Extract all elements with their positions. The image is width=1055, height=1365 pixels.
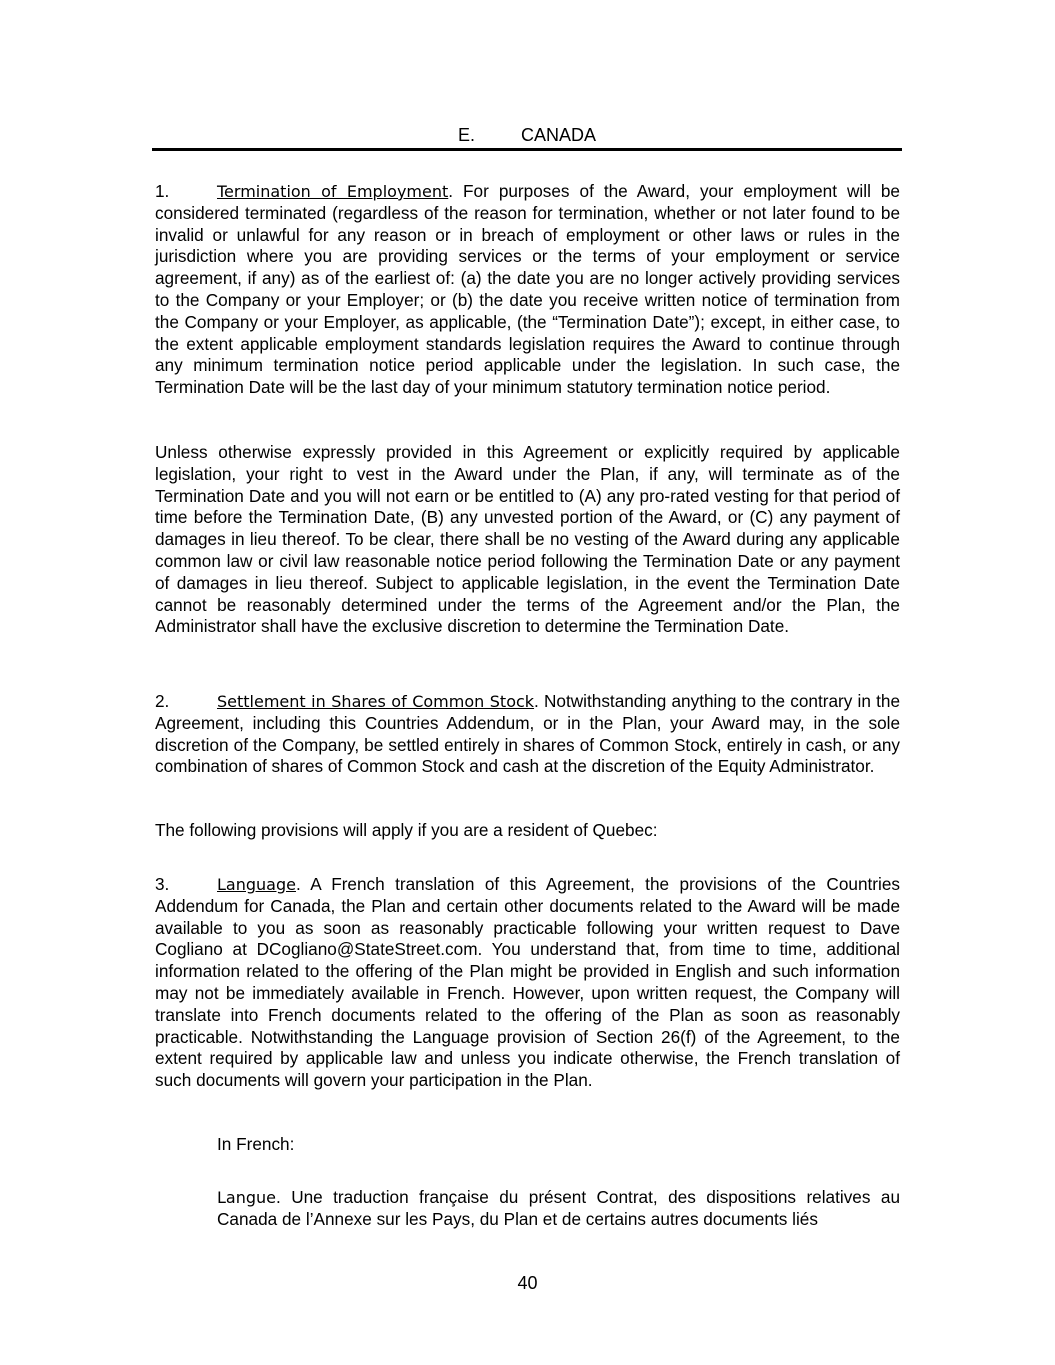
in-french-label: In French: bbox=[217, 1134, 295, 1154]
paragraph-number: 1. bbox=[155, 181, 170, 201]
paragraph-termination-of-employment bbox=[155, 181, 900, 399]
paragraph-text: . Notwithstanding anything to the contrary in the Agreement, including this Countries Addendum, or in the Plan, your Award may, in the sole discretion of the Company, be settled entirely in shares of Common Stock, entirely in cash, or any combination of shares of Common Stock and cash at the discretion of the Equity Administrator. bbox=[155, 691, 901, 777]
section-letter: E. bbox=[457, 125, 475, 145]
quebec-intro: The following provisions will apply if you are a resident of Quebec: bbox=[155, 820, 658, 840]
paragraph-language bbox=[155, 874, 900, 1092]
paragraph-heading: Langue bbox=[217, 1188, 276, 1207]
paragraph-vesting-termination: Unless otherwise expressly provided in this Agreement or explicitly required by applicable legislation, your right to vest in the Award under the Plan, if any, will terminate as of the Termination Date and you will not earn or be entitled to (A) any pro-rated vesting for that period of time before the Termination Date, (B) any unvested portion of the Award, or (C) any payment of damages in lieu thereof. To be clear, there shall be no vesting of the Award during any applicable common law or civil law reasonable notice period following the Termination Date or any payment of damages in lieu thereof. Subject to applicable legislation, in the event the Termination Date cannot be reasonably determined under the terms of the Agreement and/or the Plan, the Administrator shall have the exclusive discretion to determine the Termination Date. bbox=[155, 442, 900, 637]
paragraph-number: 2. bbox=[155, 691, 170, 711]
paragraph-heading: Termination of Employment bbox=[217, 182, 449, 201]
paragraph-text: . Une traduction française du présent Contrat, des dispositions relatives au Canada de l’Annexe sur les Pays, du Plan et de certains autres documents liés bbox=[217, 1187, 900, 1229]
paragraph-text: . For purposes of the Award, your employment will be considered terminated (regardless of the reason for termination, whether or not later found to be invalid or unlawful for any reason or in breach of employment or other laws or rules in the jurisdiction where you are providing services or the terms of your employment or service agreement, if any) as of the earliest of: (a) the date you are no longer actively providing services to the Company or your Employer; or (b) the date you receive written notice of termination from the Company or your Employer, as applicable, (the “Termination Date”); except, in either case, to the extent applicable employment standards legislation requires the Award to continue through any minimum termination notice period applicable under the legislation. In such case, the Termination Date will be the last day of your minimum statutory termination notice period. bbox=[155, 181, 900, 398]
paragraph-settlement bbox=[155, 691, 900, 778]
page-number: 40 bbox=[517, 1273, 538, 1293]
paragraph-heading: Language bbox=[217, 875, 296, 894]
paragraph-number: 3. bbox=[155, 874, 170, 894]
paragraph-heading: Settlement in Shares of Common Stock bbox=[217, 692, 535, 711]
section-title: CANADA bbox=[520, 125, 596, 145]
paragraph-langue-french bbox=[217, 1187, 900, 1231]
section-header bbox=[152, 124, 902, 151]
paragraph-text: . A French translation of this Agreement, the provisions of the Countries Addendum for Canada, the Plan and certain other documents related to the Award will be made available to you as soon as reasonably practicable following your written request to Dave Cogliano at DCogliano@StateStreet.com. You understand that, from time to time, additional information related to the offering of the Plan might be provided in English and such information may not be immediately available in French. However, upon written request, the Company will translate into French documents related to the offering of the Plan as soon as reasonably practicable. Notwithstanding the Language provision of Section 26(f) of the Agreement, to the extent required by applicable law and unless you indicate otherwise, the French translation of such documents will govern your participation in the Plan. bbox=[155, 874, 900, 1091]
